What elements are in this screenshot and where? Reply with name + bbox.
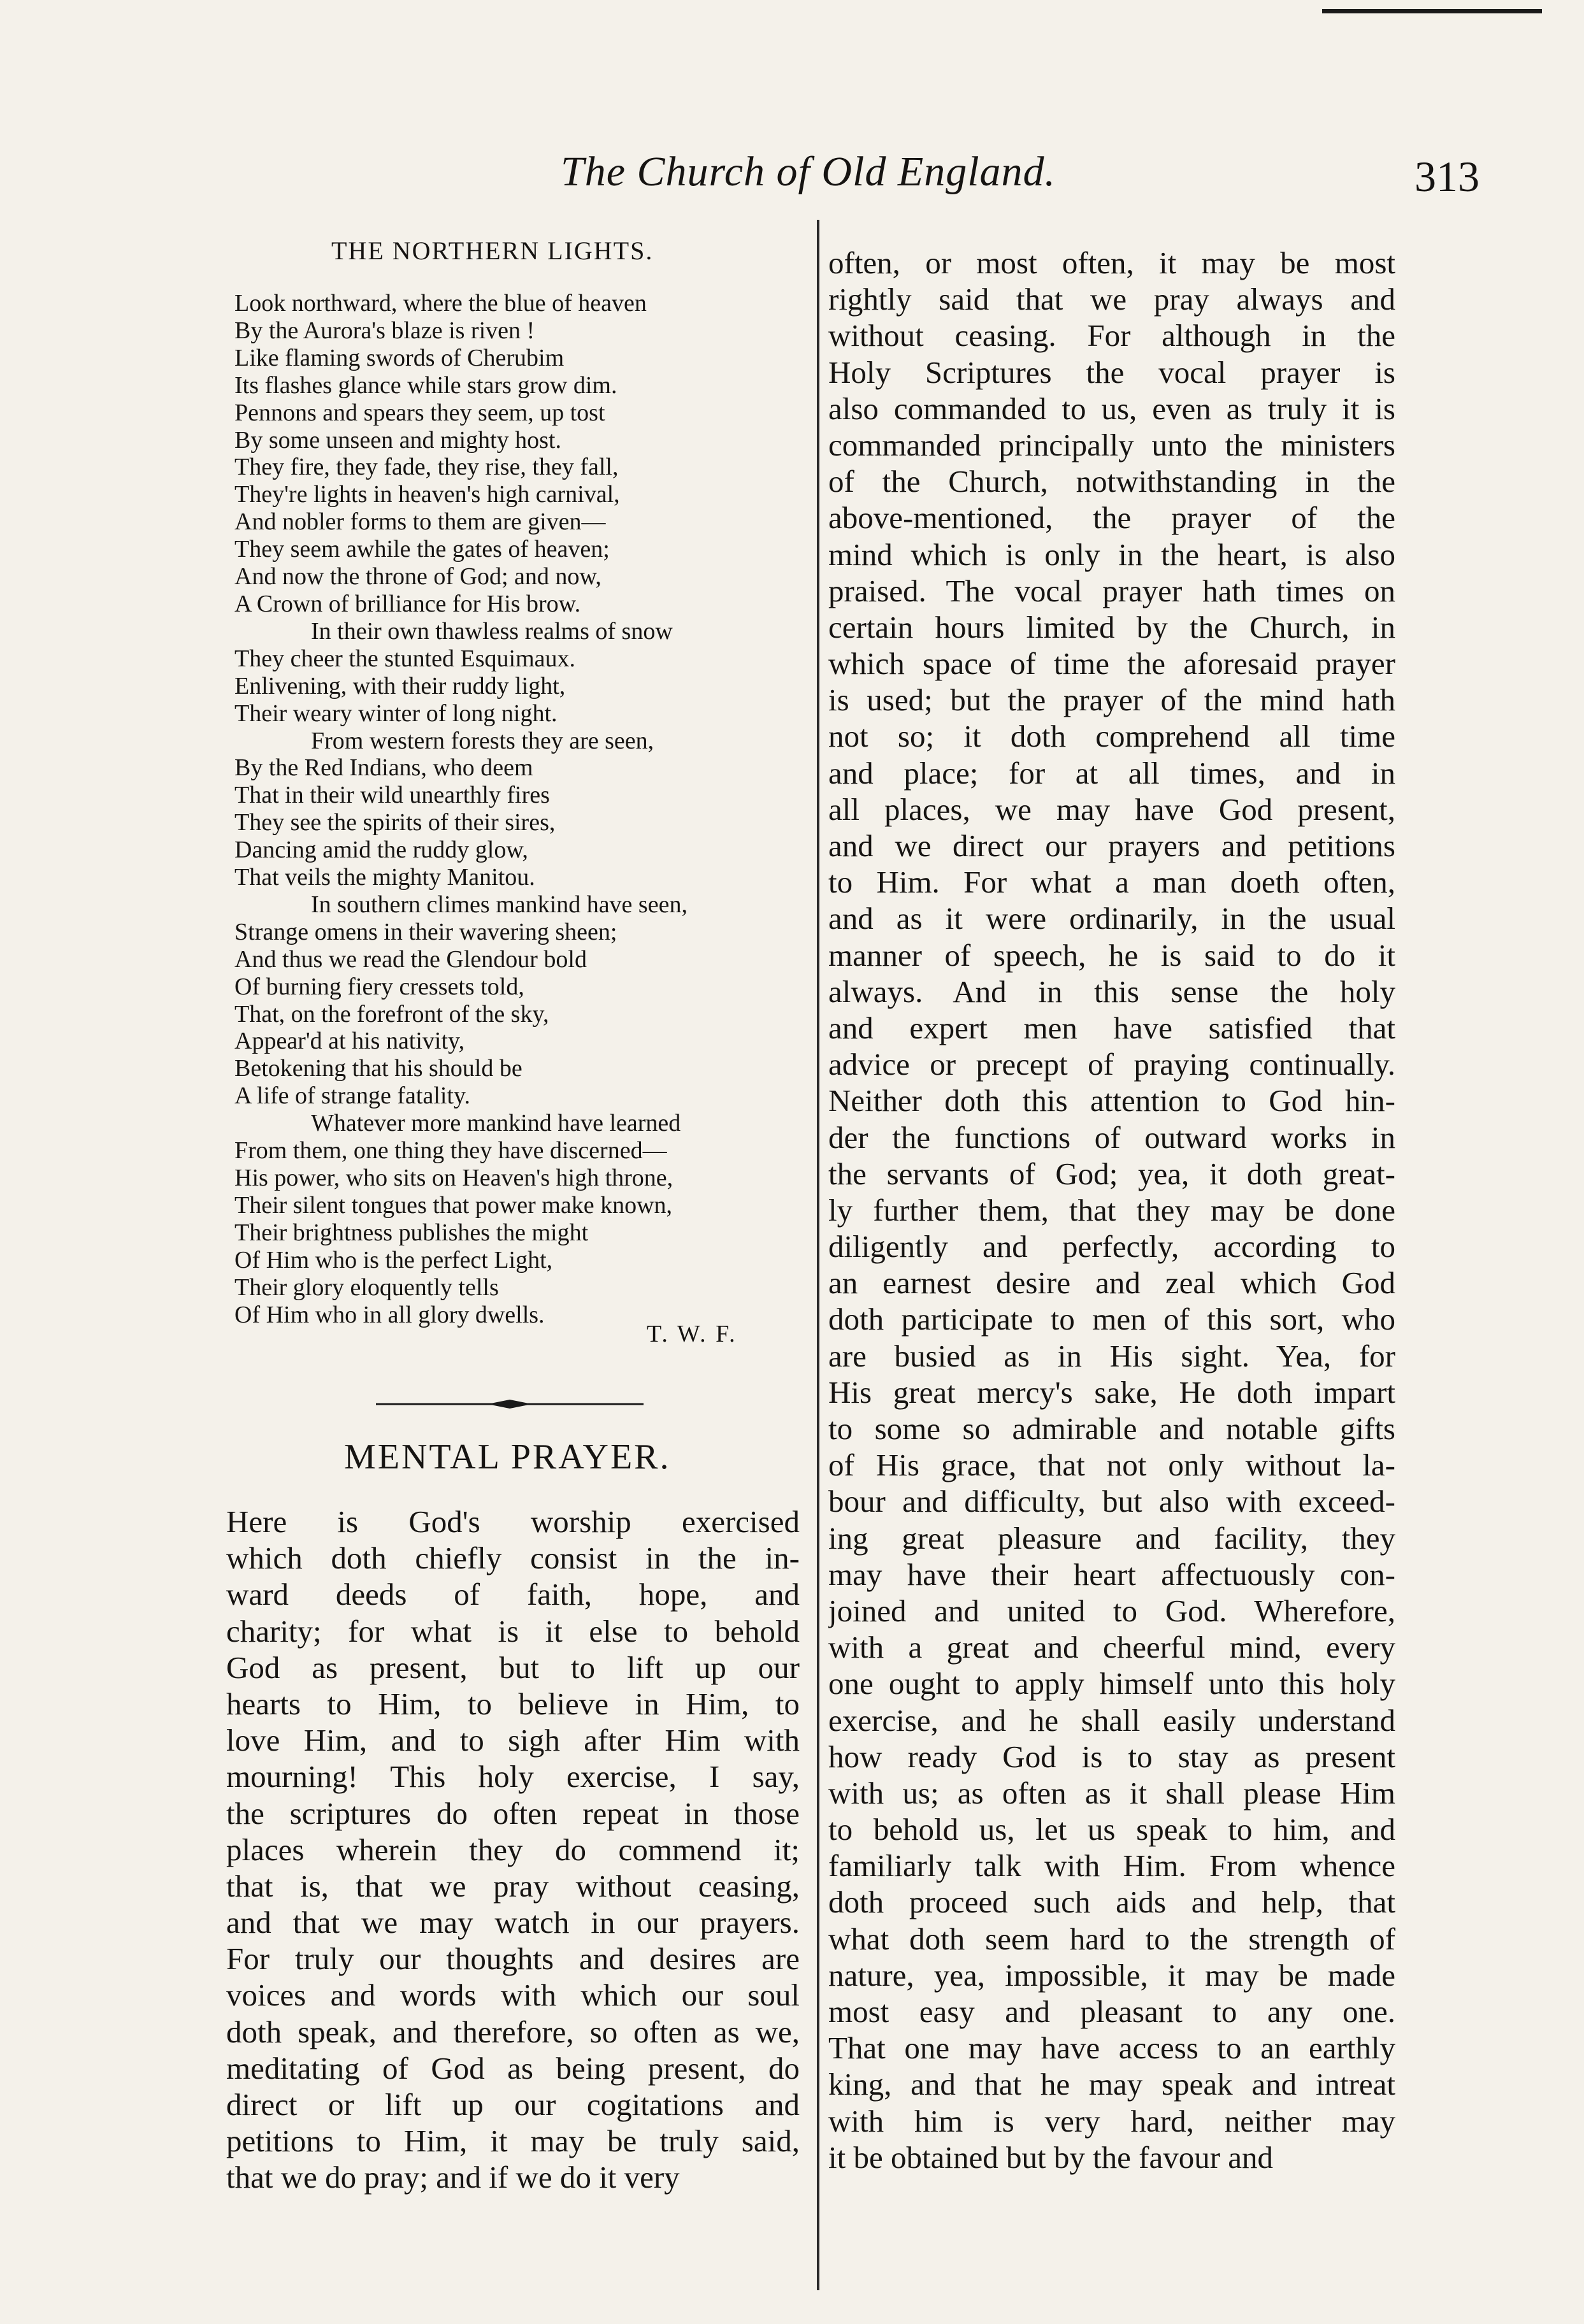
poem-line: That veils the mighty Manitou.	[234, 864, 535, 891]
poem-line: Dancing amid the ruddy glow,	[234, 836, 528, 864]
prose-line: above-mentioned, the prayer of the	[828, 500, 1395, 536]
poem-line: Pennons and spears they seem, up tost	[234, 399, 605, 426]
poem-line: A Crown of brilliance for His brow.	[234, 590, 581, 617]
prose-line: and place; for at all times, and in	[828, 755, 1395, 791]
prose-line: love Him, and to sigh after Him with	[226, 1723, 800, 1758]
prose-line: ly further them, that they may be done	[828, 1192, 1395, 1228]
prose-line: ing great pleasure and facility, they	[828, 1520, 1395, 1556]
poem-line: Their glory eloquently tells	[234, 1273, 499, 1301]
prose-line: that we do pray; and if we do it very	[226, 2160, 680, 2195]
poem-line: From western forests they are seen,	[311, 727, 654, 754]
poem-line: From them, one thing they have discerned—	[234, 1137, 667, 1165]
poem-line: And nobler forms to them are given—	[234, 508, 606, 536]
prose-line: all places, we may have God present,	[828, 791, 1395, 827]
poem-line: They're lights in heaven's high carnival,	[234, 481, 620, 508]
prose-line: how ready God is to stay as present	[828, 1739, 1395, 1774]
prose-line: which space of time the aforesaid prayer	[828, 646, 1395, 682]
prose-line: with a great and cheerful mind, every	[828, 1630, 1395, 1665]
prose-line: to behold us, let us speak to him, and	[828, 1812, 1395, 1847]
poem-body	[234, 290, 811, 1328]
prose-line: that is, that we pray without ceasing,	[226, 1868, 800, 1904]
running-title: The Church of Old England.	[561, 148, 1056, 195]
prose-line: always. And in this sense the holy	[828, 973, 1395, 1009]
prose-line: doth speak, and therefore, so often as we,	[226, 2014, 800, 2049]
poem-line: Of Him who in all glory dwells.	[234, 1301, 545, 1328]
prose-line: king, and that he may speak and intreat	[828, 2067, 1395, 2102]
prose-line: places wherein they do commend it;	[226, 1832, 800, 1867]
poem-title: THE NORTHERN LIGHTS.	[331, 236, 654, 265]
prose-line: meditating of God as being present, do	[226, 2050, 800, 2086]
page-number: 313	[1415, 152, 1480, 201]
poem-line: They seem awhile the gates of heaven;	[234, 536, 610, 563]
prose-line: familiarly talk with Him. From whence	[828, 1848, 1395, 1884]
poem-line: A life of strange fatality.	[234, 1082, 471, 1110]
prose-line: to Him. For what a man doeth often,	[828, 864, 1395, 900]
poem-line: And now the throne of God; and now,	[234, 563, 601, 591]
prose-line: der the functions of outward works in	[828, 1119, 1395, 1155]
prose-line: the servants of God; yea, it doth great-	[828, 1156, 1395, 1191]
prose-line: an earnest desire and zeal which God	[828, 1265, 1395, 1301]
prose-line: often, or most often, it may be most	[828, 245, 1395, 280]
poem-line: Their silent tongues that power make known,	[234, 1191, 673, 1219]
prose-line: is used; but the prayer of the mind hath	[828, 682, 1395, 718]
poem-line: Appear'd at his nativity,	[234, 1028, 465, 1055]
poem-line: Look northward, where the blue of heaven	[234, 290, 647, 317]
prose-line: Holy Scriptures the vocal prayer is	[828, 354, 1395, 390]
prose-line: diligently and perfectly, according to	[828, 1229, 1395, 1265]
prose-line: exercise, and he shall easily understand	[828, 1702, 1395, 1738]
prose-line: mourning! This holy exercise, I say,	[226, 1759, 800, 1795]
section-ornament	[376, 1399, 644, 1409]
prose-line: For truly our thoughts and desires are	[226, 1941, 800, 1977]
prose-line: one ought to apply himself unto this holy	[828, 1666, 1395, 1702]
prose-line: His great mercy's sake, He doth impart	[828, 1374, 1395, 1410]
prose-line: it be obtained but by the favour and	[828, 2139, 1274, 2175]
poem-line: In southern climes mankind have seen,	[311, 891, 688, 918]
prose-line: petitions to Him, it may be truly said,	[226, 2123, 800, 2159]
prose-line: joined and united to God. Wherefore,	[828, 1593, 1395, 1628]
poem-line: Whatever more mankind have learned	[311, 1110, 681, 1137]
poem-line: Enlivening, with their ruddy light,	[234, 672, 566, 699]
prose-line: mind which is only in the heart, is also	[828, 536, 1395, 572]
poem-line: Strange omens in their wavering sheen;	[234, 918, 617, 945]
poem-line: His power, who sits on Heaven's high throne,	[234, 1165, 673, 1191]
prose-line: without ceasing. For although in the	[828, 318, 1395, 354]
prose-line: direct or lift up our cogitations and	[226, 2087, 800, 2122]
poem-line: And thus we read the Glendour bold	[234, 945, 587, 973]
prose-line: bour and difficulty, but also with exceed-	[828, 1484, 1395, 1519]
prose-line: are busied as in His sight. Yea, for	[828, 1338, 1395, 1374]
prose-line: which doth chiefly consist in the in-	[226, 1540, 800, 1576]
prose-line: the scriptures do often repeat in those	[226, 1795, 800, 1831]
prose-line: most easy and pleasant to any one.	[828, 1994, 1395, 2029]
poem-line: Their weary winter of long night.	[234, 699, 558, 727]
prose-line: of His grace, that not only without la-	[828, 1447, 1395, 1483]
prose-line: advice or precept of praying continually.	[828, 1047, 1395, 1082]
prose-line: voices and words with which our soul	[226, 1977, 800, 2013]
prose-line: That one may have access to an earthly	[828, 2030, 1395, 2066]
essay-title: MENTAL PRAYER.	[344, 1437, 671, 1477]
prose-line: may have their heart affectuously con-	[828, 1556, 1395, 1592]
poem-line: That, on the forefront of the sky,	[234, 1000, 549, 1028]
poem-line: Of burning fiery cressets told,	[234, 973, 524, 1000]
prose-line: commanded principally unto the ministers	[828, 427, 1395, 463]
prose-line: ward deeds of faith, hope, and	[226, 1577, 800, 1612]
prose-line: and that we may watch in our prayers.	[226, 1905, 800, 1940]
poem-line: In their own thawless realms of snow	[311, 617, 673, 645]
prose-line: and as it were ordinarily, in the usual	[828, 901, 1395, 936]
prose-line: not so; it doth comprehend all time	[828, 719, 1395, 754]
poem-line: Like flaming swords of Cherubim	[234, 344, 565, 371]
prose-line: of the Church, notwithstanding in the	[828, 464, 1395, 499]
poem-line: By the Red Indians, who deem	[234, 754, 533, 782]
prose-line: to some so admirable and notable gifts	[828, 1411, 1395, 1446]
prose-line: nature, yea, impossible, it may be made	[828, 1957, 1395, 1993]
top-edge-rule	[1322, 9, 1542, 13]
prose-line: doth participate to men of this sort, who	[828, 1302, 1395, 1337]
prose-line: with him is very hard, neither may	[828, 2103, 1395, 2139]
poem-line: They fire, they fade, they rise, they fall,	[234, 454, 619, 481]
poem-line: By the Aurora's blaze is riven !	[234, 317, 535, 344]
prose-line: rightly said that we pray always and	[828, 282, 1395, 317]
poem-line: They cheer the stunted Esquimaux.	[234, 645, 576, 672]
prose-line: and we direct our prayers and petitions	[828, 828, 1395, 863]
poem-line: By some unseen and mighty host.	[234, 426, 561, 454]
prose-line: what doth seem hard to the strength of	[828, 1921, 1395, 1956]
essay-left-column	[226, 1503, 800, 2196]
prose-line: doth proceed such aids and help, that	[828, 1884, 1395, 1920]
prose-line: with us; as often as it shall please Him	[828, 1775, 1395, 1811]
essay-right-column	[828, 245, 1395, 2176]
poem-line: Of Him who is the perfect Light,	[234, 1246, 553, 1273]
prose-line: charity; for what is it else to behold	[226, 1613, 800, 1649]
prose-line: also commanded to us, even as truly it is	[828, 391, 1395, 426]
poem-signature: T. W. F.	[647, 1321, 737, 1347]
poem-line: Betokening that his should be	[234, 1055, 522, 1082]
prose-line: Here is God's worship exercised	[226, 1504, 800, 1539]
poem-line: That in their wild unearthly fires	[234, 782, 550, 809]
prose-line: manner of speech, he is said to do it	[828, 937, 1395, 973]
poem-line: Its flashes glance while stars grow dim.	[234, 371, 617, 399]
prose-line: certain hours limited by the Church, in	[828, 609, 1395, 645]
poem-line: Their brightness publishes the might	[234, 1219, 589, 1246]
prose-line: praised. The vocal prayer hath times on	[828, 573, 1395, 608]
prose-line: God as present, but to lift up our	[226, 1649, 800, 1685]
poem-line: They see the spirits of their sires,	[234, 809, 556, 836]
prose-line: hearts to Him, to believe in Him, to	[226, 1686, 800, 1721]
prose-line: Neither doth this attention to God hin-	[828, 1083, 1395, 1119]
prose-line: and expert men have satisfied that	[828, 1010, 1395, 1045]
column-divider	[817, 220, 819, 2290]
